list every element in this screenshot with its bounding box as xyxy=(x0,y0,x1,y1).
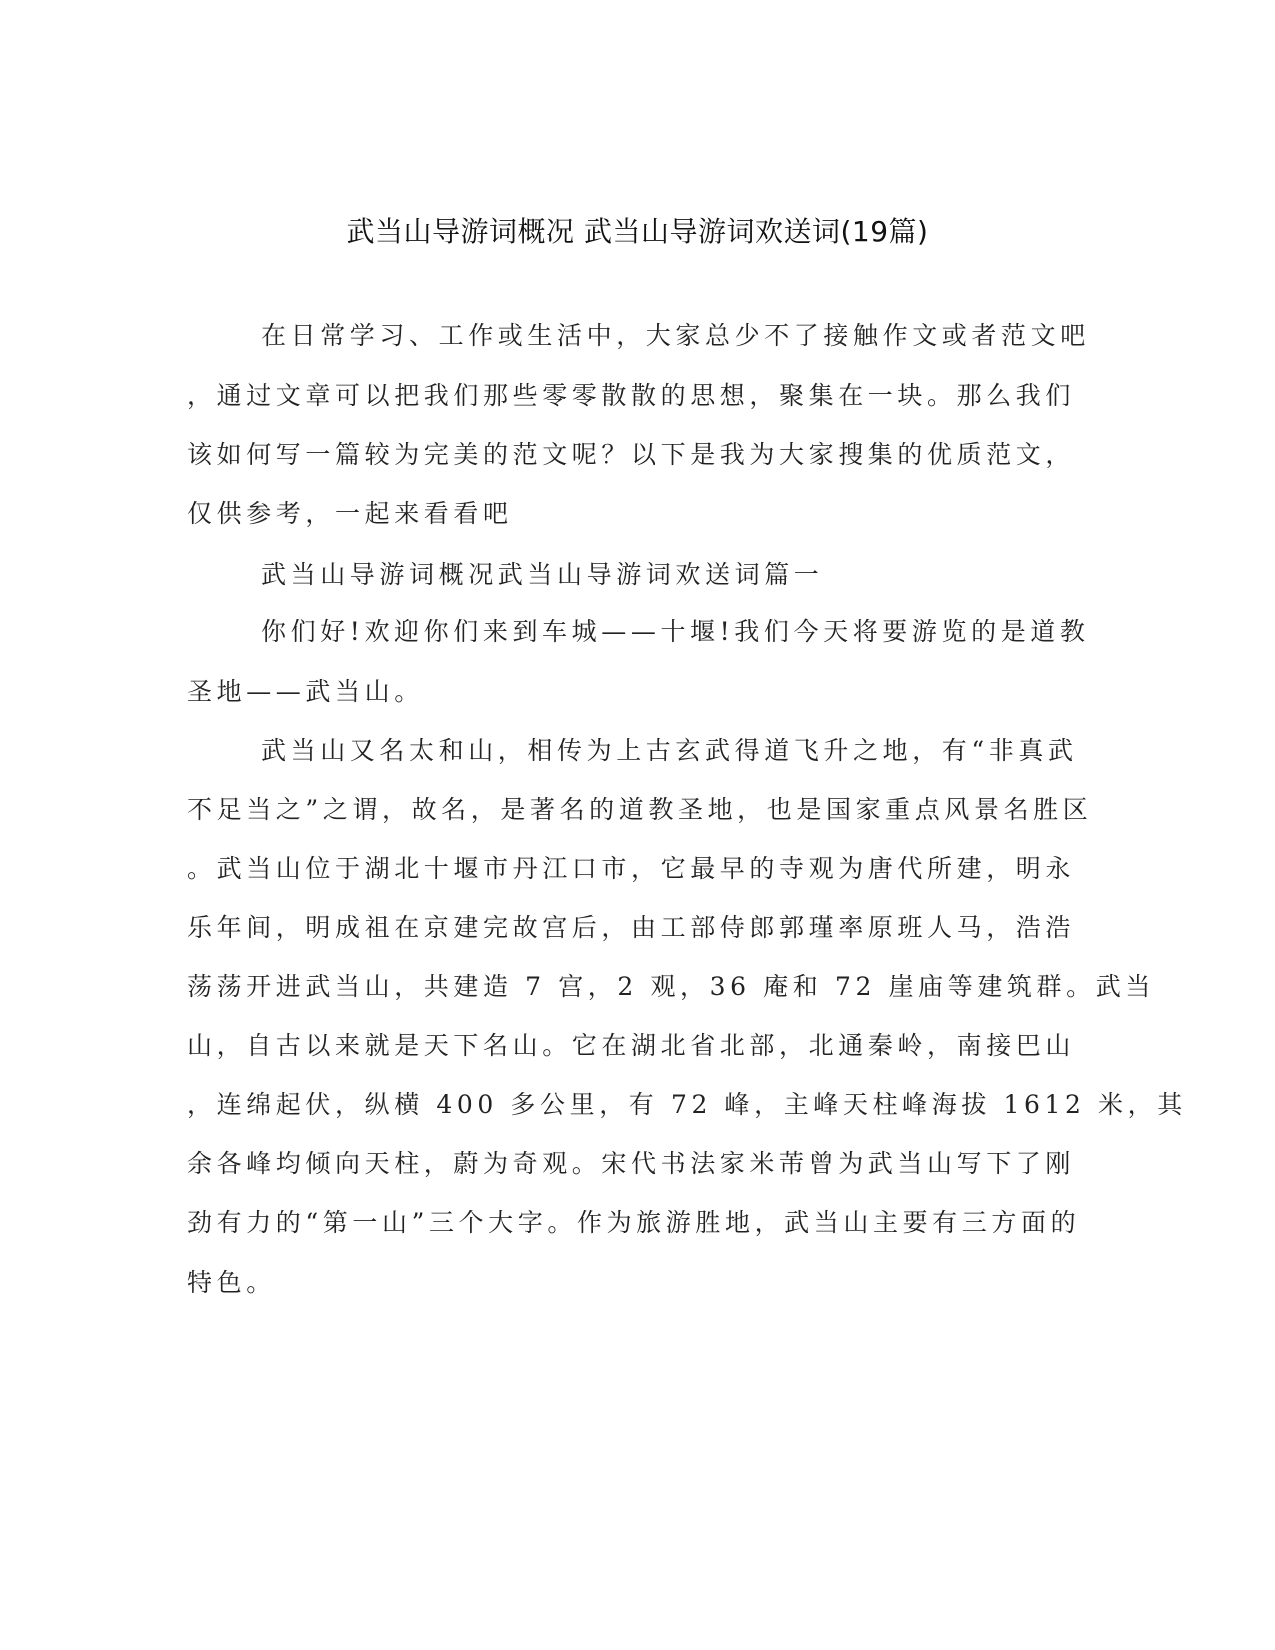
intro-line-4: 仅供参考，一起来看看吧 xyxy=(187,499,513,528)
body-line-5: 荡荡开进武当山，共建造 7 宫，2 观，36 庵和 72 崖庙等建筑群。武当 xyxy=(187,972,1155,1001)
greeting-line-2: 圣地——武当山。 xyxy=(187,677,424,706)
body-line-10: 特色。 xyxy=(187,1268,276,1297)
body-line-4: 乐年间，明成祖在京建完故宫后，由工部侍郎郭瑾率原班人马，浩浩 xyxy=(187,913,1076,942)
intro-line-1: 在日常学习、工作或生活中，大家总少不了接触作文或者范文吧 xyxy=(261,321,1090,350)
section-heading: 武当山导游词概况武当山导游词欢送词篇一 xyxy=(261,560,824,589)
body-line-6: 山，自古以来就是天下名山。它在湖北省北部，北通秦岭，南接巴山 xyxy=(187,1031,1076,1060)
body-line-1: 武当山又名太和山，相传为上古玄武得道飞升之地，有“非真武 xyxy=(261,736,1078,765)
body-line-7: ，连绵起伏，纵横 400 多公里，有 72 峰，主峰天柱峰海拔 1612 米，其 xyxy=(187,1090,1187,1119)
body-line-9: 劲有力的“第一山”三个大字。作为旅游胜地，武当山主要有三方面的 xyxy=(187,1208,1081,1237)
document-title: 武当山导游词概况 武当山导游词欢送词(19篇) xyxy=(346,215,929,248)
body-line-8: 余各峰均倾向天柱，蔚为奇观。宋代书法家米芾曾为武当山写下了刚 xyxy=(187,1149,1076,1178)
body-line-2: 不足当之”之谓，故名，是著名的道教圣地，也是国家重点风景名胜区 xyxy=(187,795,1093,824)
greeting-line-1: 你们好!欢迎你们来到车城——十堰!我们今天将要游览的是道教 xyxy=(261,617,1090,646)
intro-line-3: 该如何写一篇较为完美的范文呢？以下是我为大家搜集的优质范文， xyxy=(187,440,1076,469)
body-line-3: 。武当山位于湖北十堰市丹江口市，它最早的寺观为唐代所建，明永 xyxy=(187,854,1076,883)
intro-line-2: ，通过文章可以把我们那些零零散散的思想，聚集在一块。那么我们 xyxy=(187,381,1076,410)
